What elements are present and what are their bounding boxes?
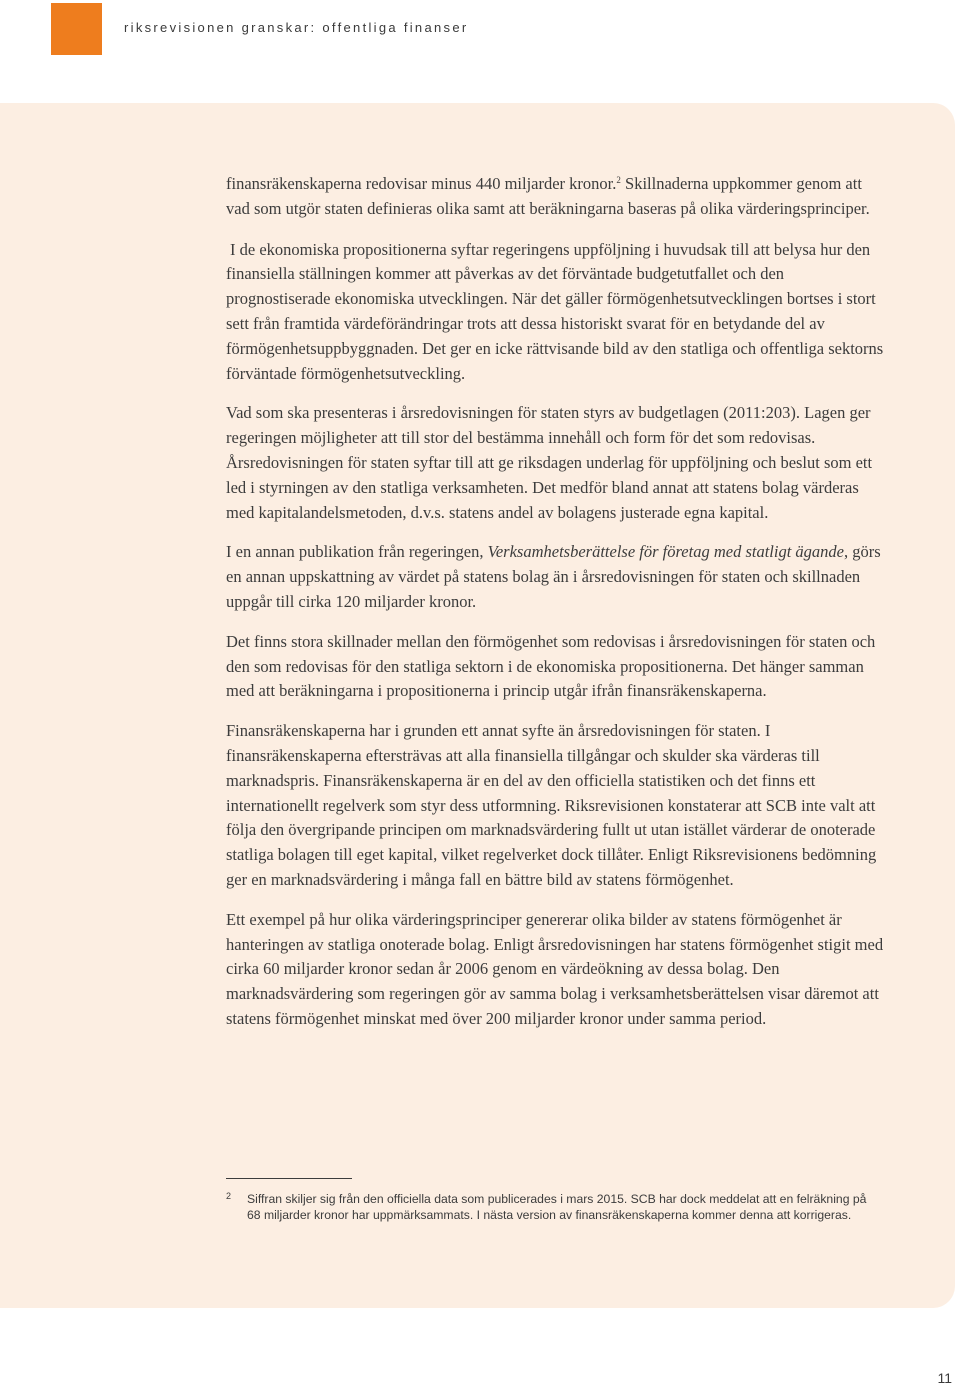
paragraph-1 (226, 172, 886, 222)
footnote-divider (226, 1178, 352, 1179)
paragraph-1-rest: Skillnaderna uppkommer genom att vad som utgör staten definieras olika samt att beräkningarna baseras på olika värderingsprinciper. (226, 174, 870, 218)
footnote-number: 2 (226, 1191, 232, 1201)
paragraph-1-text: finansräkenskaperna redovisar minus 440 miljarder kronor. (226, 174, 617, 193)
header-accent-square (51, 3, 102, 55)
footnote (226, 1191, 876, 1223)
paragraph-6: Finansräkenskaperna har i grunden ett annat syfte än årsredovisningen för staten. I finansräkenskaperna eftersträvas att alla finansiella tillgångar och skulder ska värderas till marknadspris. Finansräkenskaperna är en del av den officiella statistiken och det finns ett internationellt regelverk som styr dess utformning. Riksrevisionen konstaterar att SCB inte valt att följa den övergripande principen om marknadsvärdering fullt ut utan istället värderar de onoterade statliga bolagen till eget kapital, vilket regelverket dock tillåter. Enligt Riksrevisionens bedömning ger en marknadsvärdering i många fall en bättre bild av statens förmögenhet. (226, 721, 877, 889)
page-number: 11 (937, 1370, 952, 1386)
paragraph-7: Ett exempel på hur olika värderingsprinciper genererar olika bilder av statens förmögenhet är hanteringen av statliga onoterade bolag. Enligt årsredovisningen har statens förmögenhet stigit med cirka 60 miljarder kronor sedan år 2006 genom en värdeökning av dessa bolag. Den marknadsvärdering som regeringen gör av samma bolag i verksamhetsberättelsen visar däremot att statens förmögenhet minskat med över 200 miljarder kronor under samma period. (226, 909, 884, 1028)
paragraph-5: Det finns stora skillnader mellan den förmögenhet som redovisas i årsredovisningen för staten och den som redovisas för den statliga sektorn i de ekonomiska propositionerna. Det hänger samman med att beräkningarna i propositionerna i princip utgår ifrån finansräkenskaperna. (226, 631, 876, 701)
paragraph-2: I de ekonomiska propositionerna syftar regeringens uppföljning i huvudsak till att belysa hur den finansiella ställningen kommer att påverkas av det förväntade budgetutfallet och den prognostiserade ekonomiska utvecklingen. När det gäller förmögenhetsutvecklingen bortses i stort sett från framtida värdeförändringar trots att dessa historiskt svarat för en betydande del av förmögenhetsuppbyggnaden. Det ger en icke rättvisande bild av den statliga och offentliga sektorns förväntade förmögenhetsutveckling. (226, 239, 884, 383)
footnote-reference[interactable]: 2 (616, 175, 621, 185)
body-text (226, 172, 886, 1032)
paragraph-4 (226, 540, 886, 614)
paragraph-4-start: I en annan publikation från regeringen, (226, 542, 488, 562)
footnote-text: Siffran skiljer sig från den officiella data som publicerades i mars 2015. SCB har dock meddelat att en felräkning på 68 miljarder kronor har uppmärksammats. I nästa version av finansräkenskaperna kommer denna att korrigeras. (247, 1192, 867, 1223)
running-header: riksrevisionen granskar: offentliga finanser (124, 20, 469, 35)
paragraph-3: Vad som ska presenteras i årsredovisningen för staten styrs av budgetlagen (2011:203). Lagen ger regeringen möjligheter att till stor del bestämma innehåll och form för det som redovisas. Årsredovisningen för staten syftar till att ge riksdagen underlag för uppföljning och beslut som ett led i styrningen av den statliga verksamheten. Det medför bland annat att statens bolag värderas med kapitalandelsmetoden, d.v.s. statens andel av bolagens justerade egna kapital. (226, 403, 873, 522)
paragraph-4-end: , görs en annan uppskattning av värdet på statens bolag än i årsredovisningen för staten och skillnaden uppgår till cirka 120 miljarder kronor. (226, 542, 881, 611)
publication-title: Verksamhetsberättelse för företag med statligt ägande (487, 542, 844, 562)
